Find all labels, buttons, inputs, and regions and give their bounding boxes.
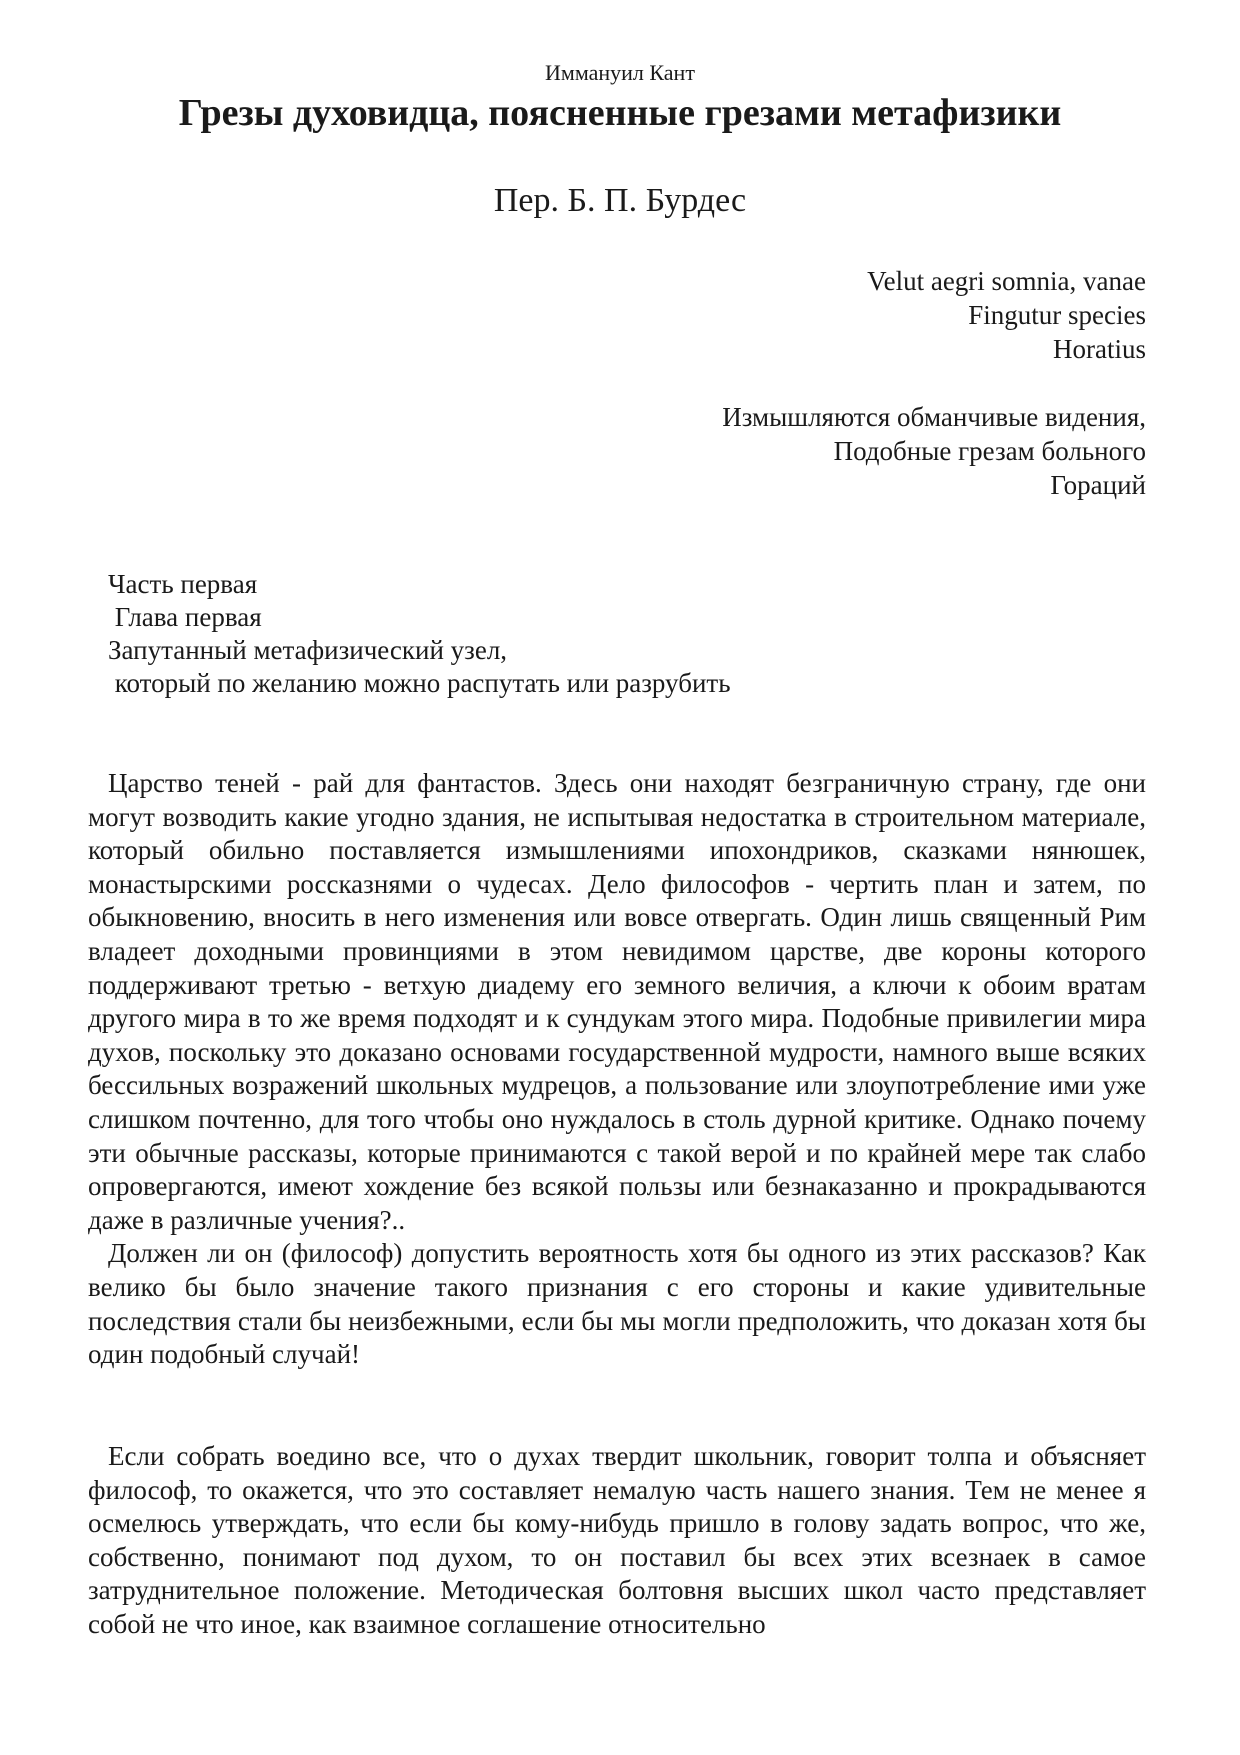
chapter-label: Глава первая xyxy=(108,602,262,632)
book-title: Грезы духовидца, поясненные грезами метафизики xyxy=(178,92,1062,134)
epigraph-russian xyxy=(722,400,1146,502)
paragraph: Царство теней - рай для фантастов. Здесь они находят безграничную страну, где они могут возводить какие угодно здания, не испытывая недостатка в строительном материале, который обильно поставляется измышлениями ипохондриков, сказками нянюшек, монастырскими россказнями о чудесах. Дело философов - чертить план и затем, по обыкновению, вносить в него изменения или вовсе отвергать. Один лишь священный Рим владеет доходными провинциями в этом невидимом царстве, две короны которого поддерживают третью - ветхую диадему его земного величия, а ключи к обоим вратам другого мира в то же время подходят и к сундукам этого мира. Подобные привилегии мира духов, поскольку это доказано основами государственной мудрости, намного выше всяких бессильных возражений школьных мудрецов, а пользование или злоупотребление ими уже слишком почтенно, для того чтобы оно нуждалось в столь дурной критике. Однако почему эти обычные рассказы, которые принимаются с такой верой и по крайней мере так слабо опровергаются, имеют хождение без всякой пользы или безнаказанно и прокрадываются даже в различные учения?.. xyxy=(88,768,1146,1235)
body-block xyxy=(88,767,1146,1372)
paragraph: Если собрать воедино все, что о духах твердит школьник, говорит толпа и объясняет философ, то окажется, что это составляет немалую часть нашего знания. Тем не менее я осмелюсь утверждать, что если бы кому-нибудь пришло в голову задать вопрос, что же, собственно, понимают под духом, то он поставил бы всех этих всезнаек в самое затруднительное положение. Методическая болтовня высших школ часто представляет собой не что иное, как взаимное соглашение относительно xyxy=(88,1441,1146,1639)
epigraph-russian-line: Подобные грезам больного xyxy=(833,436,1146,466)
body-block xyxy=(88,1440,1146,1642)
epigraph-latin-line: Fingutur species xyxy=(968,300,1146,330)
epigraph-latin-attribution: Horatius xyxy=(1053,334,1146,364)
part-label: Часть первая xyxy=(108,569,258,599)
epigraph-latin xyxy=(867,264,1146,366)
epigraph-russian-line: Измышляются обманчивые видения, xyxy=(722,402,1146,432)
epigraph-latin-line: Velut aegri somnia, vanae xyxy=(867,266,1146,296)
chapter-heading xyxy=(108,568,731,700)
translator-credit: Пер. Б. П. Бурдес xyxy=(493,182,747,219)
author-name: Иммануил Кант xyxy=(545,60,695,85)
paragraph: Должен ли он (философ) допустить вероятность хотя бы одного из этих рассказов? Как велико бы было значение такого признания с его стороны и какие удивительные последствия стали бы неизбежными, если бы мы могли предположить, что доказан хотя бы один подобный случай! xyxy=(88,1238,1146,1370)
chapter-title-line: Запутанный метафизический узел, xyxy=(108,635,508,665)
epigraph-russian-attribution: Гораций xyxy=(1050,470,1146,500)
chapter-title-line: который по желанию можно распутать или разрубить xyxy=(108,668,731,698)
